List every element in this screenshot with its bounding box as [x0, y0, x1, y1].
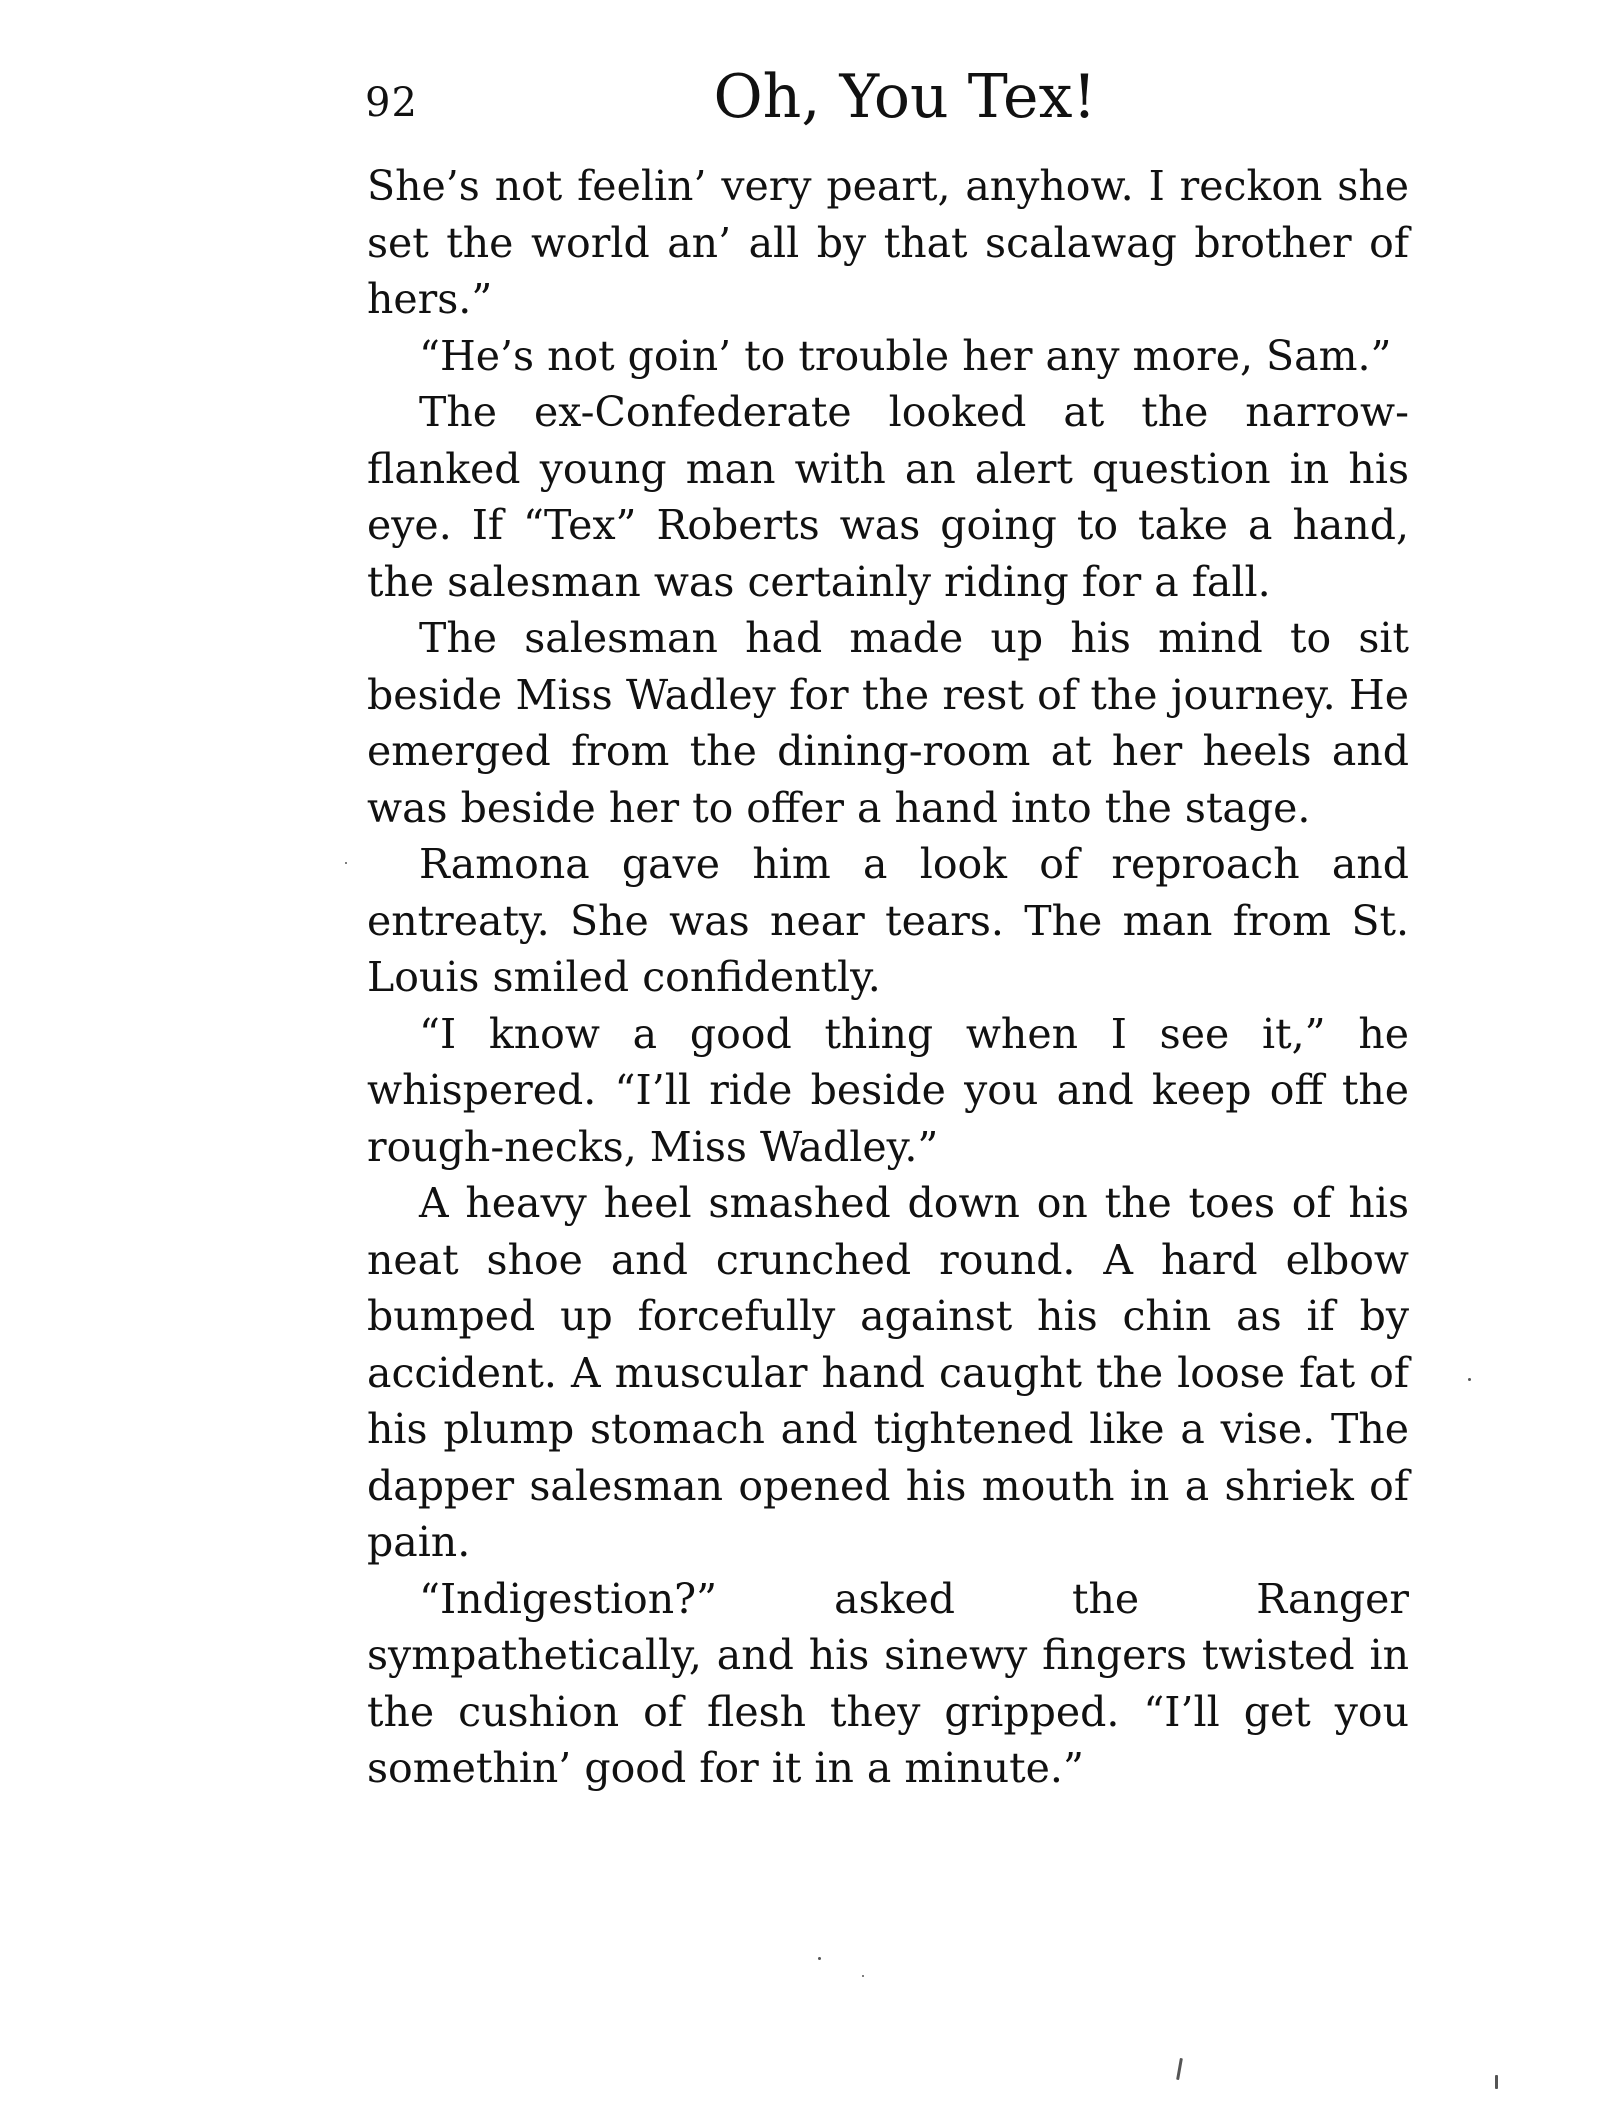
paragraph: Ramona gave him a look of reproach and entreaty. She was near tears. The man from St. Louis smiled confidently. [367, 840, 1409, 1001]
scan-speck [818, 1957, 821, 1960]
scan-speck [862, 1975, 864, 1977]
paragraph: “Indigestion?” asked the Ranger sympathetically, and his sinewy fingers twisted in the cushion of flesh they gripped. “I’ll get you somethin’ good for it in a minute.” [367, 1574, 1409, 1792]
paragraph: The salesman had made up his mind to sit beside Miss Wadley for the rest of the journey. He emerged from the dining-room at her heels and was beside her to offer a hand into the stage. [367, 614, 1409, 832]
scan-speck [1495, 2075, 1498, 2089]
running-title: Oh, You Tex! [713, 62, 1097, 132]
paragraph: The ex-Confederate looked at the narrow-flanked young man with an alert question in his eye. If “Tex” Roberts was going to take a hand, the salesman was certainly riding for a fall. [367, 388, 1409, 606]
page-header [365, 62, 1410, 142]
scan-speck [345, 862, 347, 864]
body-text [367, 158, 1409, 1797]
paragraph: A heavy heel smashed down on the toes of his neat shoe and crunched round. A hard elbow bumped up forcefully against his chin as if by accident. A muscular hand caught the loose fat of his plump stomach and tightened like a vise. The dapper salesman opened his mouth in a shriek of pain. [367, 1179, 1409, 1566]
scan-speck [1176, 2058, 1183, 2080]
paragraph: “He’s not goin’ to trouble her any more, Sam.” [419, 331, 1392, 380]
paragraph: She’s not feelin’ very peart, anyhow. I reckon she set the world an’ all by that scalawag brother of hers.” [367, 162, 1409, 323]
scan-speck [1468, 1378, 1471, 1381]
paragraph: “I know a good thing when I see it,” he whispered. “I’ll ride beside you and keep off the rough-necks, Miss Wadley.” [367, 1009, 1409, 1171]
page-number: 92 [365, 80, 418, 126]
